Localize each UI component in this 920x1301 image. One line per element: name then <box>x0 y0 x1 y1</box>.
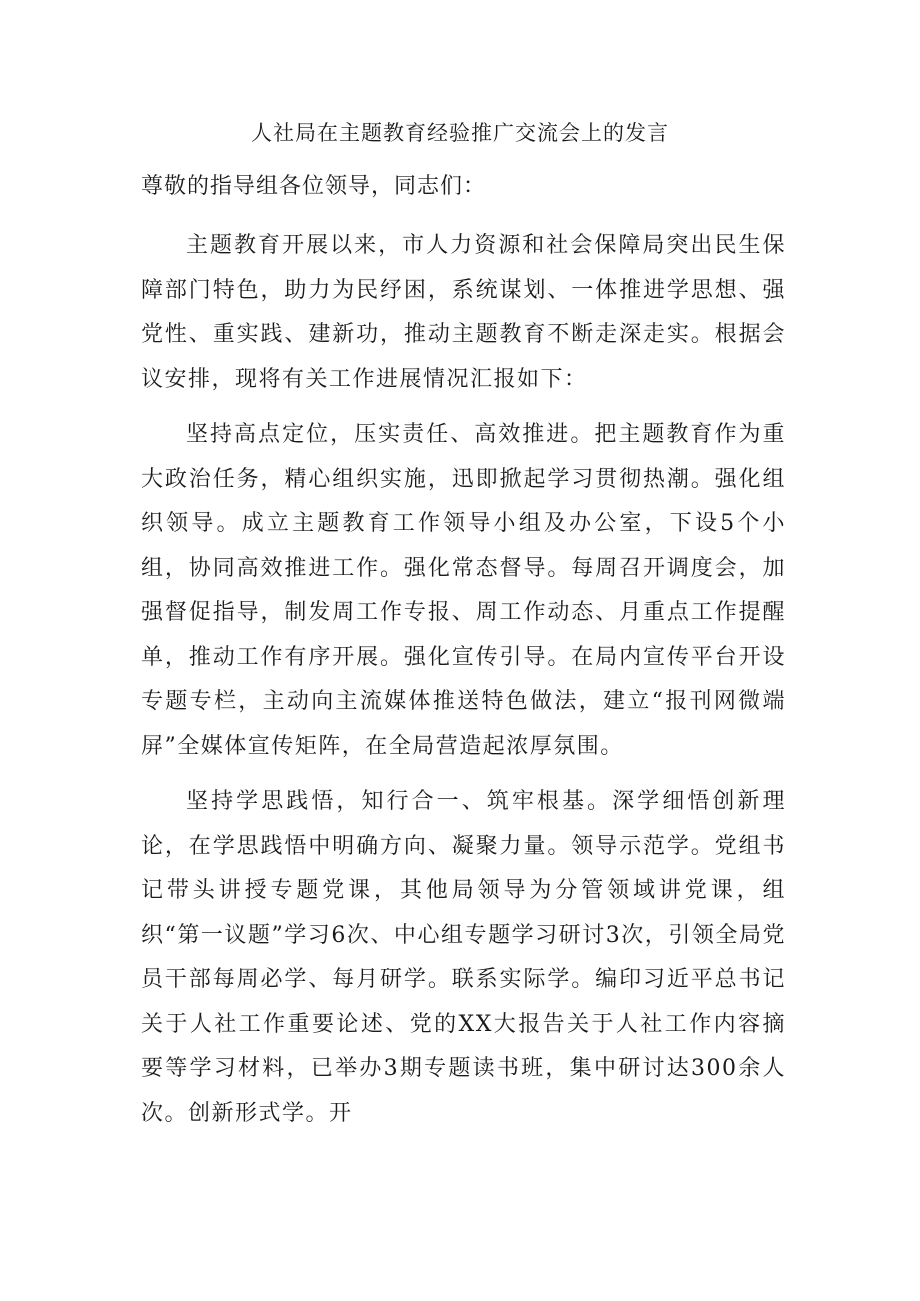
salutation: 尊敬的指导组各位领导，同志们： <box>141 174 487 199</box>
paragraph-high-positioning: 坚持高点定位，压实责任、高效推进。把主题教育作为重大政治任务，精心组织实施，迅即掀起学习贯彻热潮。强化组织领导。成立主题教育工作领导小组及办公室，下设5个小组，协同高效推进工作。强化常态督导。每周召开调度会，加强督促指导，制发周工作专报、周工作动态、月重点工作提醒单，推动工作有序开展。强化宣传引导。在局内宣传平台开设专题专栏，主动向主流媒体推送特色做法，建立“报刊网微端屏”全媒体宣传矩阵，在全局营造起浓厚氛围。 <box>141 422 786 759</box>
paragraph-intro: 主题教育开展以来，市人力资源和社会保障局突出民生保障部门特色，助力为民纾困，系统谋划、一体推进学思想、强党性、重实践、建新功，推动主题教育不断走深走实。根据会议安排，现将有关工作进展情况汇报如下： <box>141 233 786 392</box>
paragraph-study-practice: 坚持学思践悟，知行合一、筑牢根基。深学细悟创新理论，在学思践悟中明确方向、凝聚力量。领导示范学。党组书记带头讲授专题党课，其他局领导为分管领域讲党课，组织“第一议题”学习6次、中心组专题学习研讨3次，引领全局党员干部每周必学、每月研学。联系实际学。编印习近平总书记关于人社工作重要论述、党的XX大报告关于人社工作内容摘要等学习材料，已举办3期专题读书班，集中研讨达300余人次。创新形式学。开 <box>141 789 786 1126</box>
document-title: 人社局在主题教育经验推广交流会上的发言 <box>251 121 669 145</box>
